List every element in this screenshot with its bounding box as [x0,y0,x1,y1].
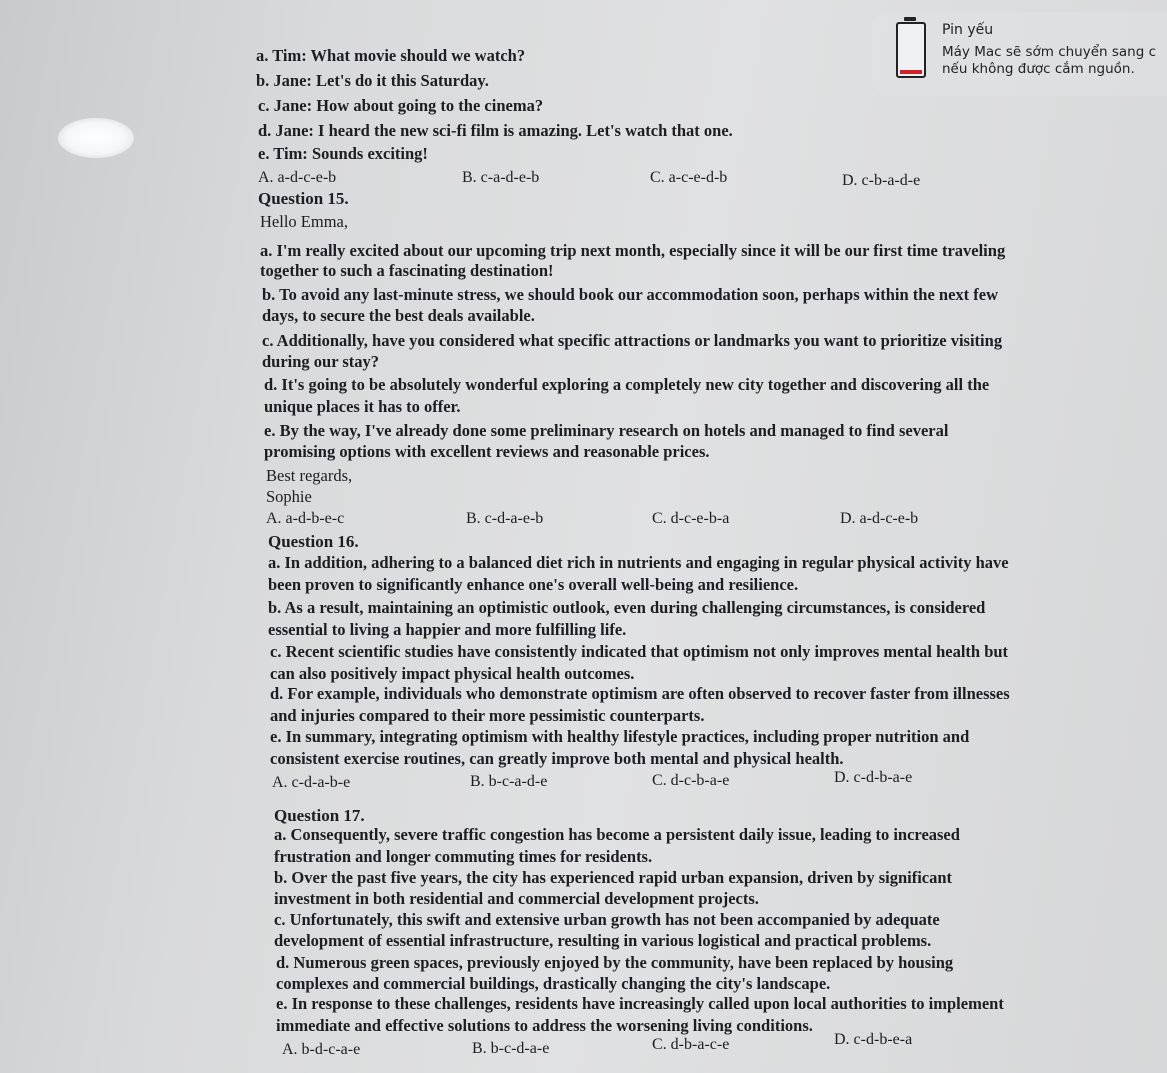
q16-line: can also positively impact physical health outcomes. [270,664,635,683]
q16-option-d: D. c-d-b-a-e [834,769,913,786]
q15-line: during our stay? [262,352,380,371]
notification-body-line: Máy Mac sẽ sớm chuyển sang c [942,44,1157,60]
q16-line: consistent exercise routines, can greatly improve both mental and physical health. [270,749,844,768]
q14-option-c: C. a-c-e-d-b [650,169,728,186]
q14-line-e [258,144,428,164]
q15-line: c. Additionally, have you considered what specific attractions or landmarks you want to prioritize visiting [262,331,1003,350]
q17-line: investment in both residential and commercial development projects. [274,889,759,908]
q14-option-a: A. a-d-c-e-b [258,169,337,186]
q17-line: complexes and commercial buildings, drastically changing the city's landscape. [276,974,831,993]
q15-option-a: A. a-d-b-e-c [266,510,345,527]
q15-line: days, to secure the best deals available. [262,306,535,325]
q17-option-d: D. c-d-b-e-a [834,1031,913,1048]
q17-option-b: B. b-c-d-a-e [472,1040,550,1057]
q17-heading: Question 17. [274,806,365,825]
q17-line: b. Over the past five years, the city has experienced rapid urban expansion, driven by significant [274,868,953,887]
q15-greeting: Hello Emma, [260,212,348,231]
q14-speaker-b: b. Jane: [256,71,312,90]
q15-line: unique places it has to offer. [264,397,461,416]
q15-closing: Best regards, [266,466,353,485]
q17-line: a. Consequently, severe traffic congestion has become a persistent daily issue, leading to increased [274,825,960,844]
q14-text-c: How about going to the cinema? [312,96,544,115]
q16-line: a. In addition, adhering to a balanced diet rich in nutrients and engaging in regular physical activity have [268,553,1009,572]
q17-line: immediate and effective solutions to address the worsening living conditions. [276,1016,813,1035]
battery-cap [904,17,916,21]
q14-text-a: What movie should we watch? [306,46,526,65]
notification-body [942,44,1156,78]
q16-heading: Question 16. [268,532,359,551]
q16-option-b: B. b-c-a-d-e [470,773,548,790]
q16-line: c. Recent scientific studies have consistently indicated that optimism not only improves mental health but [270,642,1009,661]
q16-line: d. For example, individuals who demonstrate optimism are often observed to recover faster from illnesses [270,684,1010,703]
q14-option-d: D. c-b-a-d-e [842,172,921,189]
q15-option-c: C. d-c-e-b-a [652,510,730,527]
q17-option-a: A. b-d-c-a-e [282,1041,361,1058]
q14-speaker-e: e. Tim: [258,144,308,163]
notification-title: Pin yếu [942,22,994,38]
battery-level [900,70,922,74]
low-battery-notification[interactable] [872,12,1167,96]
q15-line: a. I'm really excited about our upcoming trip next month, especially since it will be our first time traveling [260,241,1006,260]
q15-signature: Sophie [266,487,312,506]
q17-line: frustration and longer commuting times for residents. [274,847,653,866]
q16-line: b. As a result, maintaining an optimistic outlook, even during challenging circumstances, is considered [268,598,986,617]
q16-line: been proven to significantly enhance one's overall well-being and resilience. [268,575,799,594]
q17-line: development of essential infrastructure, resulting in various logistical and practical problems. [274,931,932,950]
q15-line: together to such a fascinating destination! [260,261,554,280]
q14-line-a [256,46,525,66]
q15-line: d. It's going to be absolutely wonderful exploring a completely new city together and discovering all the [264,375,990,394]
q16-line: and injuries compared to their more pessimistic counterparts. [270,706,705,725]
q17-option-c: C. d-b-a-c-e [652,1036,730,1053]
q16-line: e. In summary, integrating optimism with healthy lifestyle practices, including proper nutrition and [270,727,970,746]
q15-line: e. By the way, I've already done some preliminary research on hotels and managed to find several [264,421,949,440]
q14-line-b [256,71,489,91]
q17-line: d. Numerous green spaces, previously enjoyed by the community, have been replaced by housing [276,953,954,972]
q14-option-b: B. c-a-d-e-b [462,169,540,186]
notification-body-line: nếu không được cắm nguồn. [942,61,1135,77]
low-battery-icon [896,22,926,78]
q17-line: c. Unfortunately, this swift and extensive urban growth has not been accompanied by adequate [274,910,940,929]
q17-line: e. In response to these challenges, residents have increasingly called upon local authorities to implement [276,994,1004,1013]
q16-line: essential to living a happier and more fulfilling life. [268,620,627,639]
q15-heading: Question 15. [258,189,349,208]
q14-speaker-d: d. Jane: [258,121,314,140]
q14-text-e: Sounds exciting! [307,144,428,163]
q14-speaker-a: a. Tim: [256,46,307,65]
q16-option-c: C. d-c-b-a-e [652,772,730,789]
q15-line: promising options with excellent reviews and reasonable prices. [264,442,710,461]
q14-line-c [258,96,543,116]
q16-option-a: A. c-d-a-b-e [272,774,351,791]
q15-option-b: B. c-d-a-e-b [466,510,544,527]
q15-line: b. To avoid any last-minute stress, we should book our accommodation soon, perhaps within the next few [262,285,999,304]
q14-text-d: I heard the new sci-fi film is amazing. Let's watch that one. [313,121,733,140]
q15-option-d: D. a-d-c-e-b [840,510,919,527]
q14-text-b: Let's do it this Saturday. [311,71,489,90]
q14-line-d [258,121,733,141]
q14-speaker-c: c. Jane: [258,96,313,115]
